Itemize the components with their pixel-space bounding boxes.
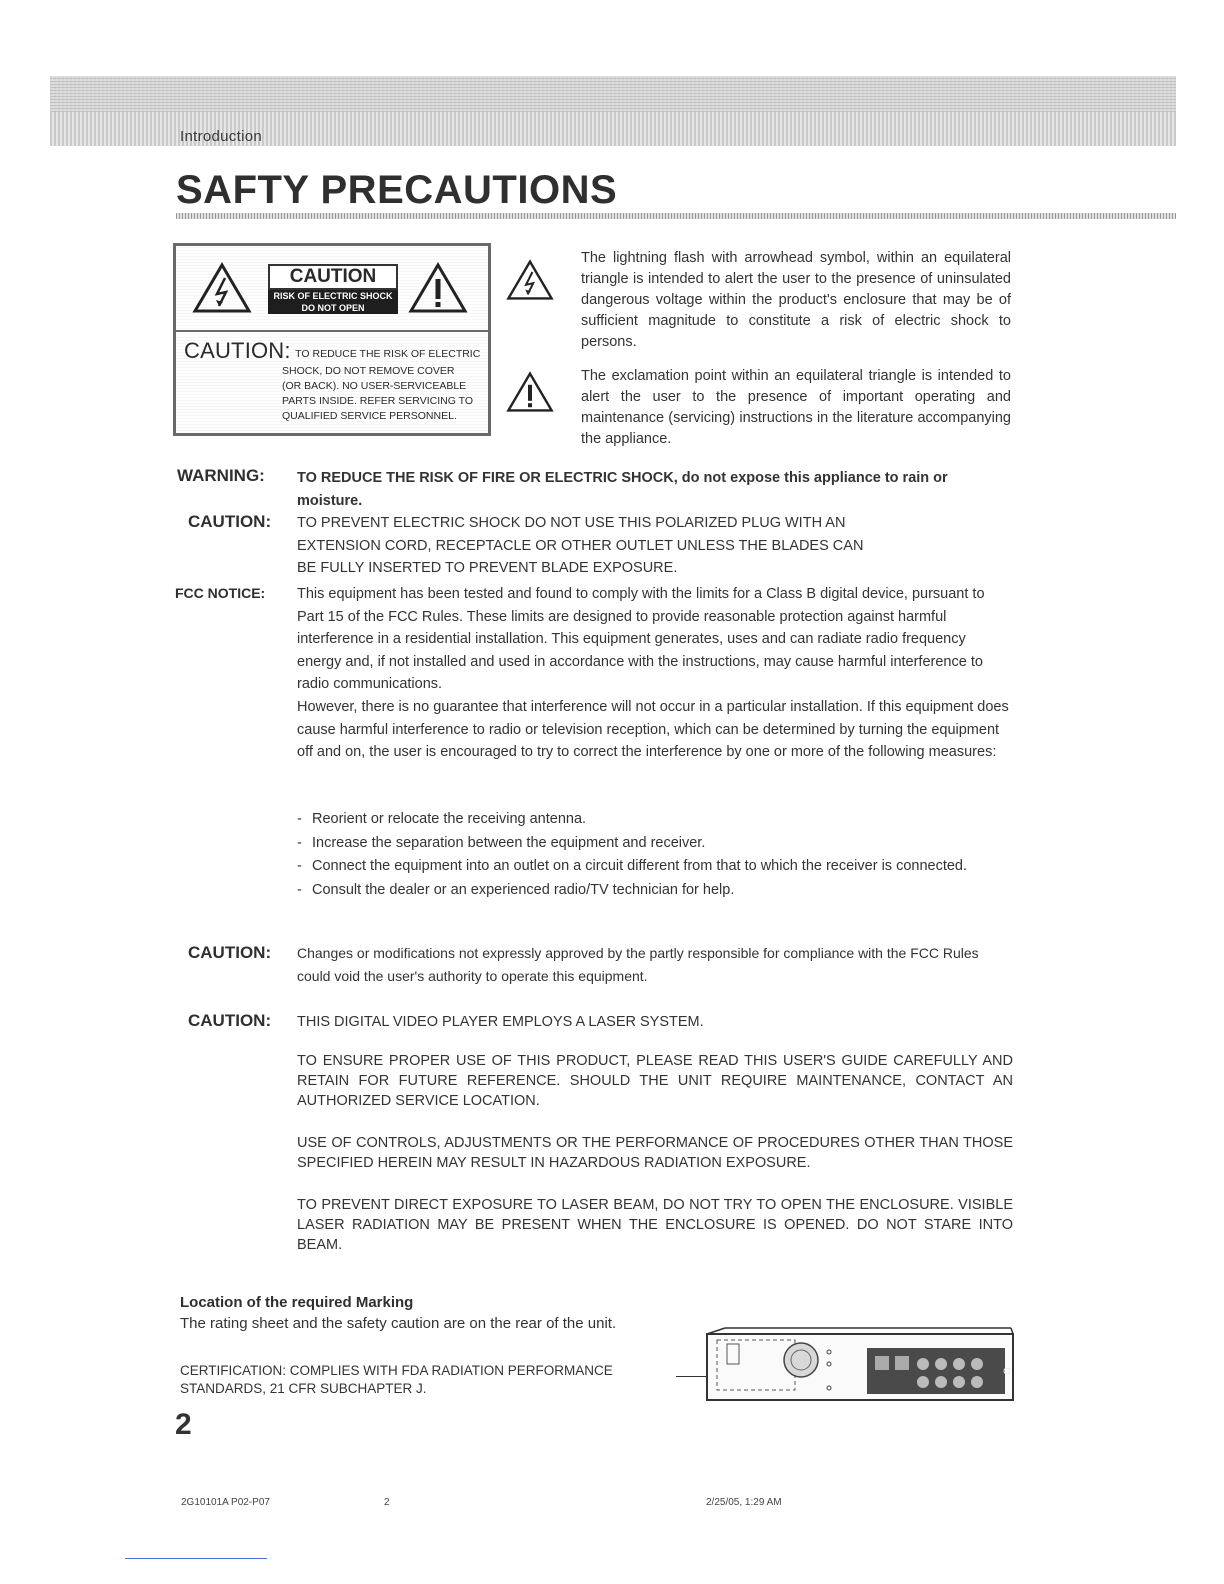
- risk-line: RISK OF ELECTRIC SHOCK: [268, 290, 398, 302]
- lightning-symbol-icon: [506, 258, 554, 302]
- list-item: - Reorient or relocate the receiving antenna.: [297, 808, 997, 832]
- location-title: Location of the required Marking: [180, 1294, 414, 1311]
- caution-box: [173, 243, 491, 436]
- unit-rear-illustration: [705, 1326, 1015, 1404]
- fcc-notice-label: FCC NOTICE:: [175, 585, 266, 601]
- caution-3-paragraph-2: TO ENSURE PROPER USE OF THIS PRODUCT, PLEASE READ THIS USER'S GUIDE CAREFULLY AND RETAIN FOR FUTURE REFERENCE. SHOULD THE UNIT REQUIRE MAINTENANCE, CONTACT AN AUTHORIZED SERVICE LOCATION.: [297, 1053, 1013, 1109]
- caution-3-paragraph-3: USE OF CONTROLS, ADJUSTMENTS OR THE PERFORMANCE OF PROCEDURES OTHER THAN THOSE SPECIFIED HEREIN MAY RESULT IN HAZARDOUS RADIATION EXPOSURE.: [297, 1135, 1013, 1171]
- caution-box-line-2: SHOCK, DO NOT REMOVE COVER: [282, 365, 455, 377]
- caution-box-line-1: TO REDUCE THE RISK OF ELECTRIC: [295, 348, 481, 360]
- caution-word: CAUTION: [268, 264, 398, 290]
- lightning-explanation: The lightning flash with arrowhead symbol, within an equilateral triangle is intended to alert the user to the presence of uninsulated dangerous voltage within the product's enclosure that may be of sufficient magnitude to constitute a risk of electric shock to persons.: [581, 250, 1011, 350]
- caution-1-label: CAUTION:: [188, 512, 272, 531]
- caution-box-label: CAUTION:: [184, 338, 291, 363]
- bottom-rule: [125, 1558, 267, 1559]
- footer-right: 2/25/05, 1:29 AM: [706, 1497, 782, 1508]
- caution-box-upper: [176, 246, 488, 332]
- header-band-texture: [50, 76, 1176, 112]
- caution-box-line-3: (OR BACK). NO USER-SERVICEABLE: [282, 380, 467, 392]
- location-text: The rating sheet and the safety caution are on the rear of the unit.: [180, 1315, 617, 1332]
- page-number: 2: [175, 1408, 192, 1441]
- caution-2-label: CAUTION:: [188, 943, 272, 962]
- section-label: Introduction: [180, 128, 262, 145]
- warning-text: TO REDUCE THE RISK OF FIRE OR ELECTRIC SHOCK, do not expose this appliance to rain or moisture.: [297, 470, 948, 509]
- fcc-paragraph-2: However, there is no guarantee that interference will not occur in a particular installation. If this equipment does cause harmful interference to radio or television reception, which can be determined by turning the equipment off and on, the user is encouraged to try to correct the interference by one or more of the following measures:: [297, 699, 1009, 760]
- fcc-measures-list: [297, 808, 997, 902]
- caution-1-line-1: TO PREVENT ELECTRIC SHOCK DO NOT USE THIS POLARIZED PLUG WITH AN: [297, 515, 846, 531]
- exclamation-warning-icon: [408, 262, 468, 314]
- caution-box-line-5: QUALIFIED SERVICE PERSONNEL.: [282, 410, 457, 422]
- list-item-text: Increase the separation between the equipment and receiver.: [312, 834, 706, 851]
- exclamation-symbol-icon: [506, 370, 554, 414]
- list-item-text: Connect the equipment into an outlet on a circuit different from that to which the receiver is connected.: [312, 858, 968, 874]
- lightning-warning-icon: [192, 262, 252, 314]
- exclamation-explanation: The exclamation point within an equilateral triangle is intended to alert the user to the presence of important operating and maintenance (servicing) instructions in the literature accompanying the appliance.: [581, 368, 1011, 447]
- caution-1-line-3: BE FULLY INSERTED TO PREVENT BLADE EXPOSURE.: [297, 560, 678, 576]
- do-not-open: DO NOT OPEN: [268, 302, 398, 314]
- footer-center: 2: [384, 1497, 390, 1508]
- caution-1-text: [297, 512, 1013, 580]
- list-item-text: Consult the dealer or an experienced radio/TV technician for help.: [312, 881, 735, 898]
- page-title: SAFTY PRECAUTIONS: [176, 168, 618, 212]
- certification-text: [180, 1362, 680, 1398]
- list-item-text: Reorient or relocate the receiving antenna.: [312, 811, 587, 827]
- caution-2-text: Changes or modifications not expressly approved by the partly responsible for compliance with the FCC Rules could void the user's authority to operate this equipment.: [297, 945, 979, 984]
- caution-3-paragraph-1: THIS DIGITAL VIDEO PLAYER EMPLOYS A LASER SYSTEM.: [297, 1014, 704, 1030]
- list-item: - Connect the equipment into an outlet on a circuit different from that to which the receiver is connected.: [297, 855, 997, 879]
- certification-line-2: STANDARDS, 21 CFR SUBCHAPTER J.: [180, 1381, 427, 1396]
- caution-3-paragraph-4: TO PREVENT DIRECT EXPOSURE TO LASER BEAM, DO NOT TRY TO OPEN THE ENCLOSURE. VISIBLE LASER RADIATION MAY BE PRESENT WHEN THE ENCLOSURE IS OPENED. DO NOT STARE INTO BEAM.: [297, 1197, 1013, 1253]
- caution-1-line-2: EXTENSION CORD, RECEPTACLE OR OTHER OUTLET UNLESS THE BLADES CAN: [297, 537, 864, 554]
- certification-line-1: CERTIFICATION: COMPLIES WITH FDA RADIATION PERFORMANCE: [180, 1363, 613, 1378]
- caution-label-plate: [268, 264, 398, 314]
- fcc-paragraph-1: This equipment has been tested and found to comply with the limits for a Class B digital device, pursuant to Part 15 of the FCC Rules. These limits are designed to provide reasonable protection against harmful interference in a residential installation. This equipment generates, uses and can radiate radio frequency energy and, if not installed and used in accordance with the instructions, may cause harmful interference to radio communications.: [297, 586, 985, 692]
- list-item: - Increase the separation between the equipment and receiver.: [297, 832, 997, 856]
- footer-left: 2G10101A P02-P07: [181, 1497, 270, 1508]
- warning-label: WARNING:: [177, 466, 265, 485]
- title-rule: [176, 213, 1176, 219]
- caution-3-label: CAUTION:: [188, 1011, 272, 1030]
- list-item: - Consult the dealer or an experienced radio/TV technician for help.: [297, 879, 997, 903]
- caution-box-line-4: PARTS INSIDE. REFER SERVICING TO: [282, 395, 473, 407]
